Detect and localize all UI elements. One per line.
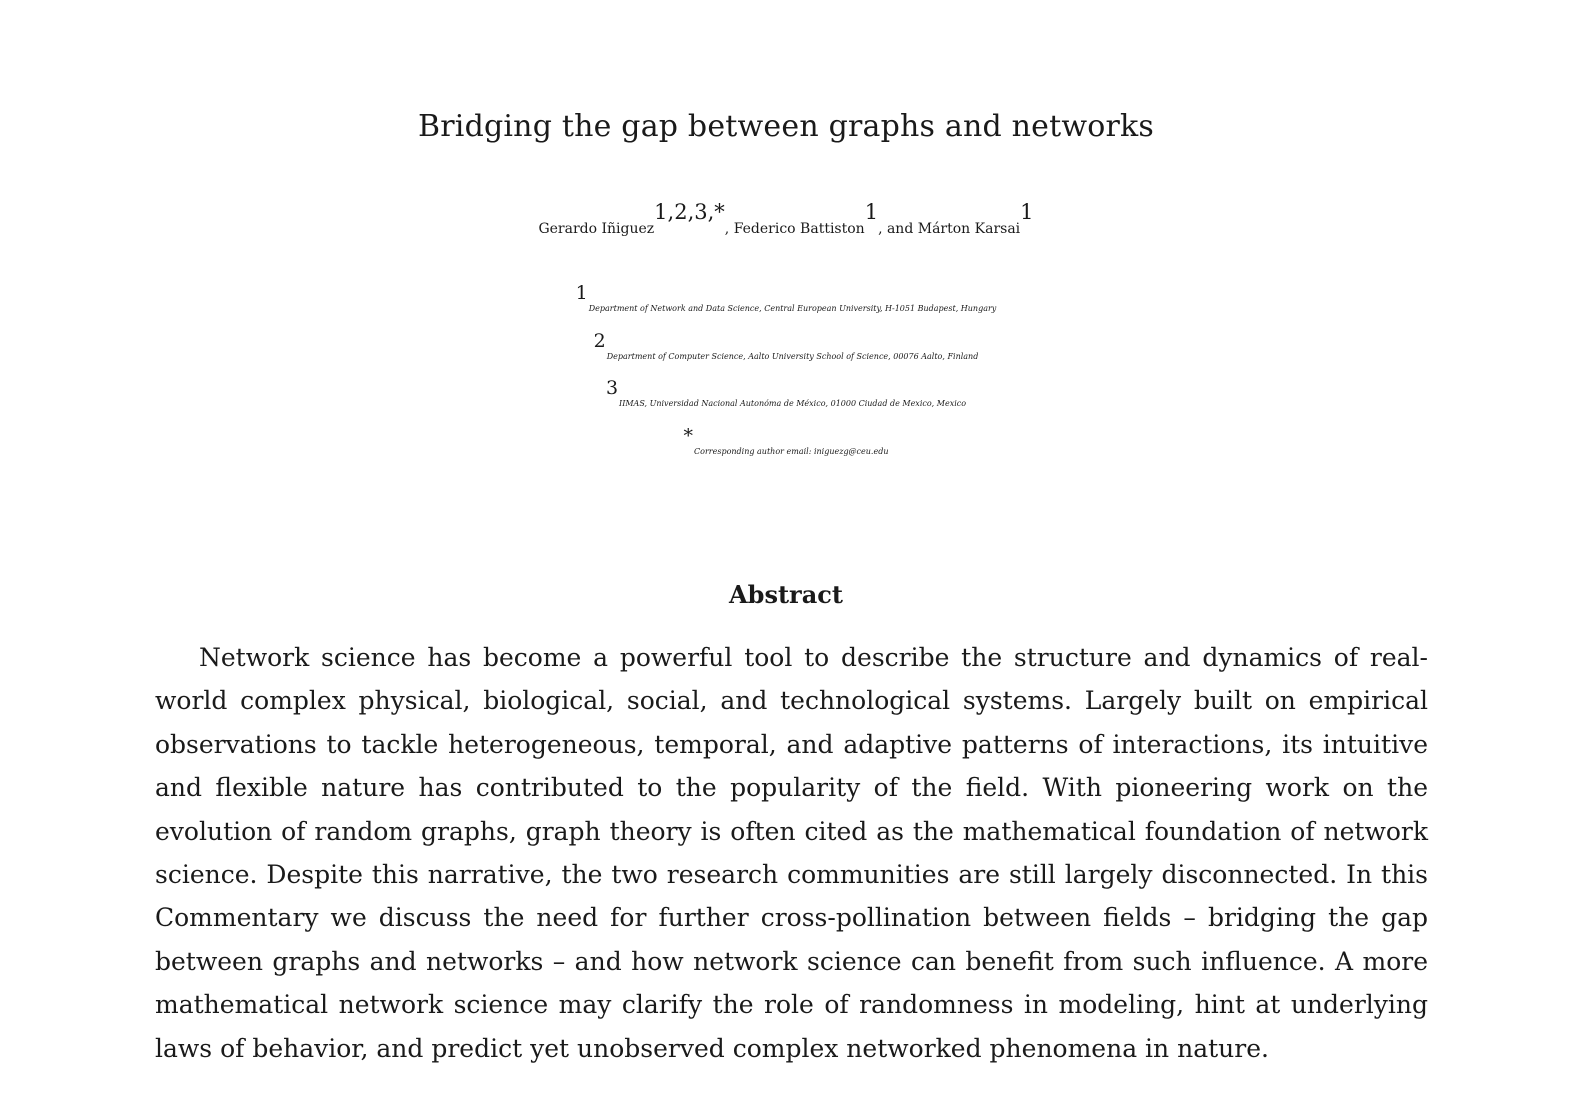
- author-affiliation-marks: 1: [1020, 200, 1034, 224]
- affiliation: [0, 282, 1572, 329]
- paper-title: Bridging the gap between graphs and networks: [417, 109, 1155, 144]
- affiliation-text: Corresponding author email: iniguezg@ceu.edu: [694, 447, 889, 456]
- affiliation: [0, 377, 1572, 424]
- affiliation-mark: 2: [593, 330, 606, 352]
- author-separator: , and: [878, 221, 918, 237]
- affiliation-text: IIMAS, Universidad Nacional Autonóma de México, 01000 Ciudad de Mexico, Mexico: [619, 399, 967, 408]
- author-separator: ,: [724, 221, 734, 237]
- affiliation-mark: 1: [575, 282, 588, 304]
- affiliation-mark: 3: [605, 377, 619, 399]
- author-name: Federico Battiston: [733, 221, 865, 237]
- affiliation-mark: *: [683, 425, 694, 447]
- abstract-body: Network science has become a powerful tool to describe the structure and dynamics of real-world complex physical, biological, social, and technological systems. Largely built on empirical observations to tackle heterogeneous, temporal, and adaptive patterns of interactions, its intuitive and flexible nature has contributed to the popularity of the field. With pioneering work on the evolution of random graphs, graph theory is often cited as the mathematical foundation of network science. Despite this narrative, the two research communities are still largely disconnected. In this Commentary we discuss the need for further cross-pollination between fields – bridging the gap between graphs and networks – and how network science can benefit from such influence. A more mathematical network science may clarify the role of randomness in modeling, hint at underlying laws of behavior, and predict yet unobserved complex networked phenomena in nature.: [155, 643, 1428, 1063]
- abstract-heading: Abstract: [729, 580, 843, 609]
- affiliation-text: Department of Network and Data Science, Central European University, H-1051 Budapest, Hungary: [588, 304, 997, 313]
- affiliation-text: Department of Computer Science, Aalto University School of Science, 00076 Aalto, Finland: [606, 352, 979, 361]
- affiliation: [0, 330, 1572, 377]
- author-name: Gerardo Iñiguez: [538, 221, 655, 237]
- author-list: [0, 200, 1572, 254]
- author-affiliation-marks: 1: [864, 200, 879, 224]
- author-name: Márton Karsai: [917, 221, 1021, 237]
- author-affiliation-marks: 1,2,3,*: [654, 200, 725, 224]
- corresponding-author: [0, 425, 1572, 472]
